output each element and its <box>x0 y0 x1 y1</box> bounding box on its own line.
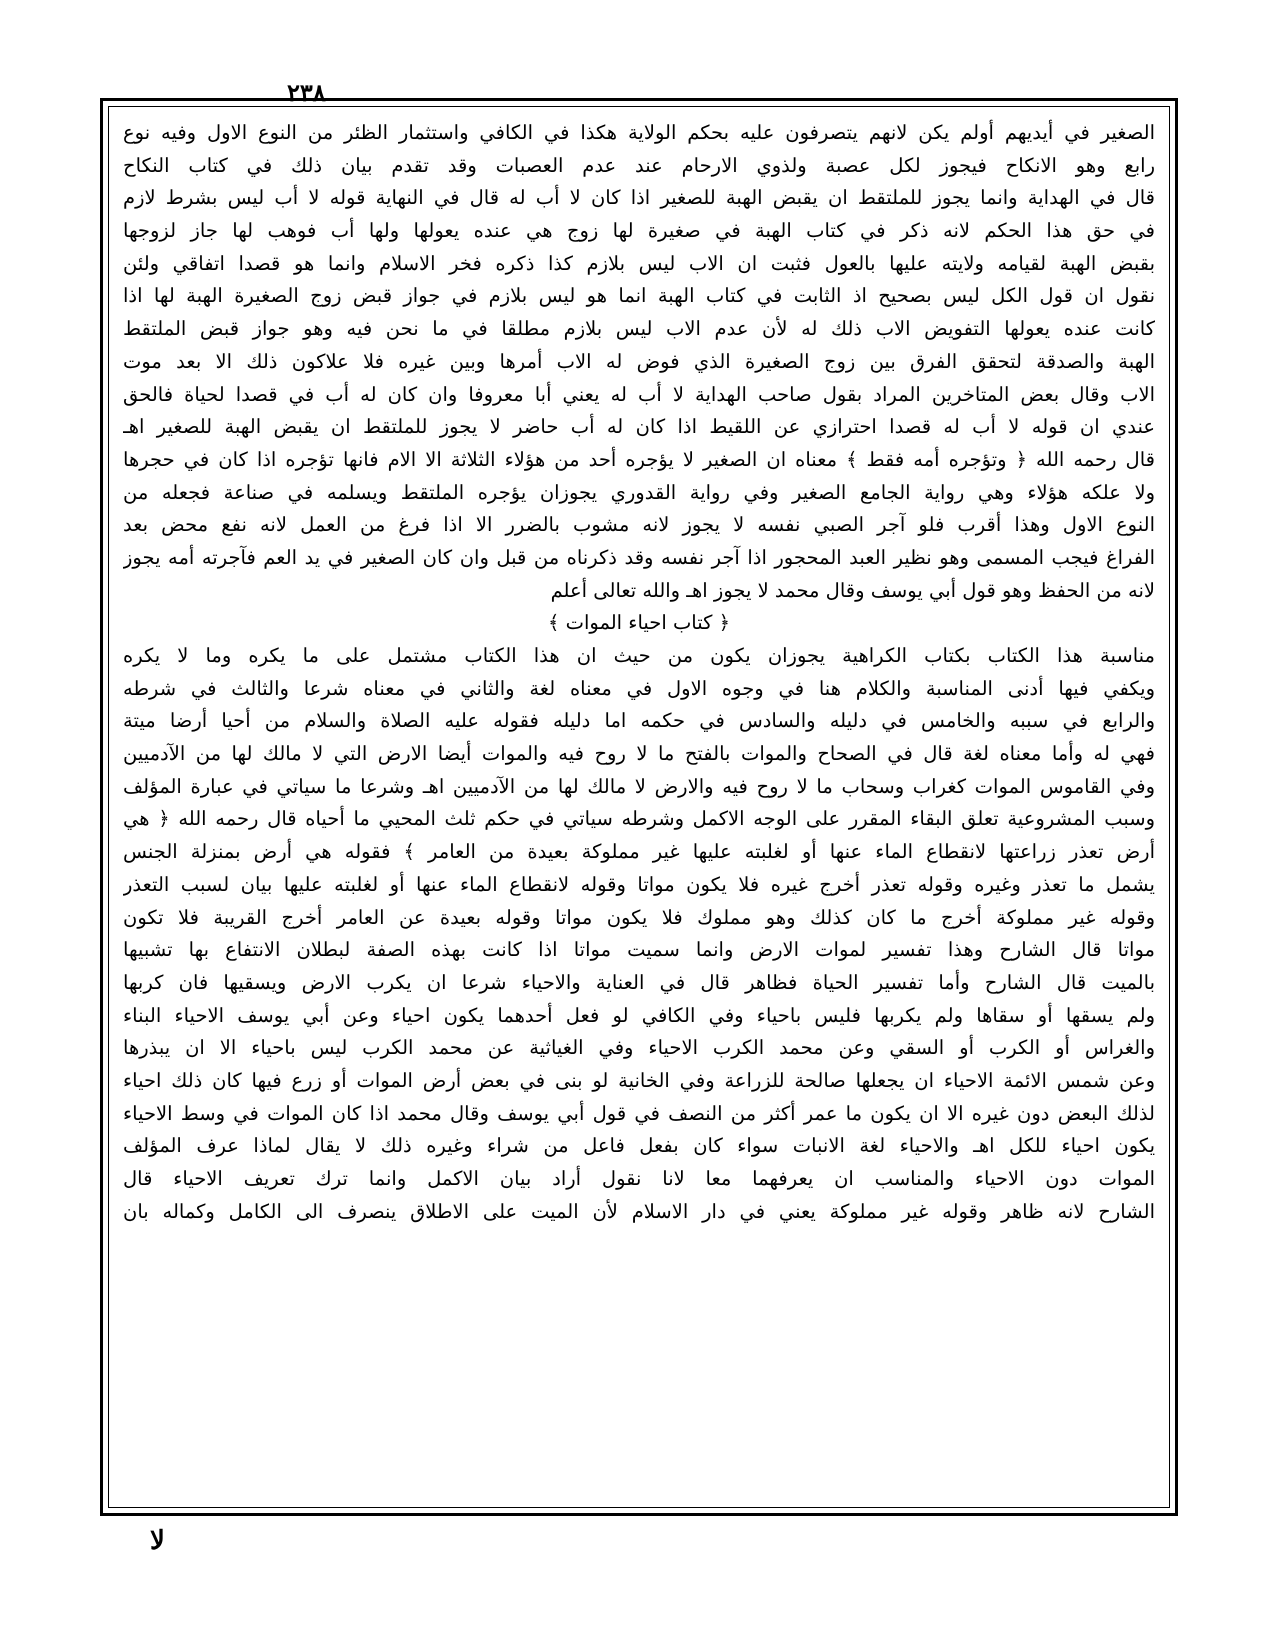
text-line: كانت عنده يعولها التفويض الاب ذلك له لأن عدم الاب ليس بلازم مطلقا في ما نحن فيه وهو جواز قبض الملتقط <box>123 317 1155 341</box>
text-line: يكون احياء للكل اهـ والاحياء لغة الانبات سواء كان بفعل فاعل من شراء وغيره ذلك لا يقال لماذا عرف المؤلف <box>123 1134 1155 1158</box>
text-line: الموات دون الاحياء والمناسب ان يعرفهما معا لانا نقول أراد بيان الاكمل وانما ترك تعريف الاحياء قال <box>123 1167 1155 1190</box>
text-line: الصغير في أيديهم أولم يكن لانهم يتصرفون عليه بحكم الولاية هكذا في الكافي واستثمار الظئر من النوع الاول وفيه نوع <box>123 121 1155 144</box>
text-line: فهي له وأما معناه لغة قال في الصحاح والموات بالفتح ما لا روح فيه والموات أيضا الارض التي لا مالك لها من الآدميين <box>123 742 1155 766</box>
text-line: لذلك البعض دون غيره الا ان يكون ما عمر أكثر من النصف في قول أبي يوسف وقال محمد اذا كان الموات في وسط الاحياء <box>123 1101 1155 1125</box>
text-line: مناسبة هذا الكتاب بكتاب الكراهية يجوزان يكون من حيث ان هذا الكتاب مشتمل على ما يكره وما لا يكره <box>123 644 1155 667</box>
text-line: مواتا قال الشارح وهذا تفسير لموات الارض وانما سميت مواتا اذا كانت بهذه الصفة لبطلان الانتفاع بها تشبيها <box>123 938 1155 962</box>
text-line: لانه من الحفظ وهو قول أبي يوسف وقال محمد لا يجوز اهـ والله تعالى أعلم <box>550 578 1155 602</box>
text-line: رابع وهو الانكاح فيجوز لكل عصبة ولذوي الارحام عند عدم العصبات وقد تقدم بيان ذلك في كتاب النكاح <box>123 153 1155 177</box>
text-line: والغراس أو الكرب أو السقي وعن محمد الكرب الاحياء وفي الغياثية عن محمد الكرب ليس باحياء الا ان يبذرها <box>123 1036 1155 1060</box>
catchword: لا <box>150 1526 165 1556</box>
text-line: نقول ان قول الكل ليس بصحيح اذ الثابت في كتاب الهبة انما هو ليس بلازم في جواز قبض زوج الصغيرة الهبة لها اذا <box>123 284 1155 308</box>
text-line: ولا علكه هؤلاء وهي رواية الجامع الصغير وفي رواية القدوري يجوزان يؤجره الملتقط ويسلمه في صناعة فجعله من <box>123 480 1155 504</box>
text-line: يشمل ما تعذر وغيره وقوله تعذر أخرج غيره فلا يكون مواتا وقوله لانقطاع الماء عنها أو لغلبته عليها بيان لسبب التعذر <box>123 872 1155 896</box>
text-line: وعن شمس الائمة الاحياء ان يجعلها صالحة للزراعة وفي الخانية لو بنى في بعض أرض الموات أو زرع فيها كان ذلك احياء <box>123 1068 1155 1092</box>
text-line: قال رحمه الله ﴿ وتؤجره أمه فقط ﴾ معناه ان الصغير لا يؤجره أحد من هؤلاء الثلاثة الا الام فانها تؤجره اذا كان في حجرها <box>123 447 1155 471</box>
text-line: قال في الهداية وانما يجوز للملتقط ان يقبض الهبة للصغير اذا كان لا أب له قال في النهاية قوله لا أب ليس بشرط لازم <box>123 186 1155 210</box>
page-number: ٢٣٨ <box>287 78 326 107</box>
text-line: الاب وقال بعض المتاخرين المراد بقول صاحب الهداية لا أب له يعني أبا معروفا وان كان له أب في قصدا لحياة فالحق <box>123 382 1155 406</box>
text-line: بقبض الهبة لقيامه ولايته عليها بالعول فثبت ان الاب ليس بلازم كذا ذكره فخر الاسلام وانما هو قصدا اتفاقي ولئن <box>123 251 1155 275</box>
text-line: وقوله غير مملوكة أخرج ما كان كذلك وهو مملوك فلا يكون مواتا وقوله بعيدة عن العامر أخرج القريبة فلا تكون <box>123 905 1155 929</box>
page-frame-inner <box>108 106 1170 1508</box>
text-line: بالميت قال الشارح وأما تفسير الحياة فظاهر قال في العناية والاحياء شرعا ان يكرب الارض ويسقيها فان كربها <box>123 970 1155 994</box>
text-block <box>123 117 1155 1228</box>
text-line: ولم يسقها أو سقاها ولم يكربها فليس باحياء وفي الكافي لو فعل أحدهما يكون احياء وعن أبي يوسف الاحياء البناء <box>123 1003 1155 1027</box>
text-line: الفراغ فيجب المسمى وهو نظير العبد المحجور اذا آجر نفسه وقد ذكرناه من قبل وان كان الصغير في يد العم فآجرته أمه يجوز <box>123 545 1155 569</box>
text-line: وفي القاموس الموات كغراب وسحاب ما لا روح فيه والارض لا مالك لها من الآدميين اهـ وشرعا ما سياتي في عبارة المؤلف <box>123 774 1155 798</box>
text-line: الشارح لانه ظاهر وقوله غير مملوكة يعني في دار الاسلام لأن الميت على الاطلاق ينصرف الى الكامل وكماله بان <box>123 1199 1155 1223</box>
text-line: النوع الاول وهذا أقرب فلو آجر الصبي نفسه لا يجوز لانه مشوب بالضرر الا اذا فرغ من العمل لانه نفع محض بعد <box>123 513 1155 537</box>
text-line: عندي ان قوله لا أب له قصدا احترازي عن اللقيط اذا كان له أب حاضر لا يجوز للملتقط ان يقبض الهبة للصغير اهـ <box>123 415 1155 439</box>
text-line: وسبب المشروعية تعلق البقاء المقرر على الوجه الاكمل وشرطه سياتي في حكم ثلث المحيي ما أحياه قال رحمه الله ﴿ هي <box>123 807 1155 831</box>
text-line: في حق هذا الحكم لانه ذكر في كتاب الهبة في صغيرة لها زوج هي عنده يعولها ولها أب فوهب لها جاز لزوجها <box>123 219 1155 243</box>
text-line: ويكفي فيها أدنى المناسبة والكلام هنا في وجوه الاول في معناه لغة والثاني في معناه شرعا والثالث في شرطه <box>123 676 1155 700</box>
text-line: الهبة والصدقة لتحقق الفرق بين زوج الصغيرة الذي فوض له الاب أمرها وبين غيره فلا علاكون ذلك الا بعد موت <box>123 349 1155 373</box>
text-line: أرض تعذر زراعتها لانقطاع الماء عنها أو لغلبته عليها غير مملوكة بعيدة من العامر ﴾ فقوله هي أرض بمنزلة الجنس <box>123 840 1155 864</box>
text-line: والرابع في سببه والخامس في دليله والسادس في حكمه اما دليله فقوله عليه الصلاة والسلام من أحيا أرضا ميتة <box>123 709 1155 733</box>
section-heading: ﴿ كتاب احياء الموات ﴾ <box>547 611 731 635</box>
